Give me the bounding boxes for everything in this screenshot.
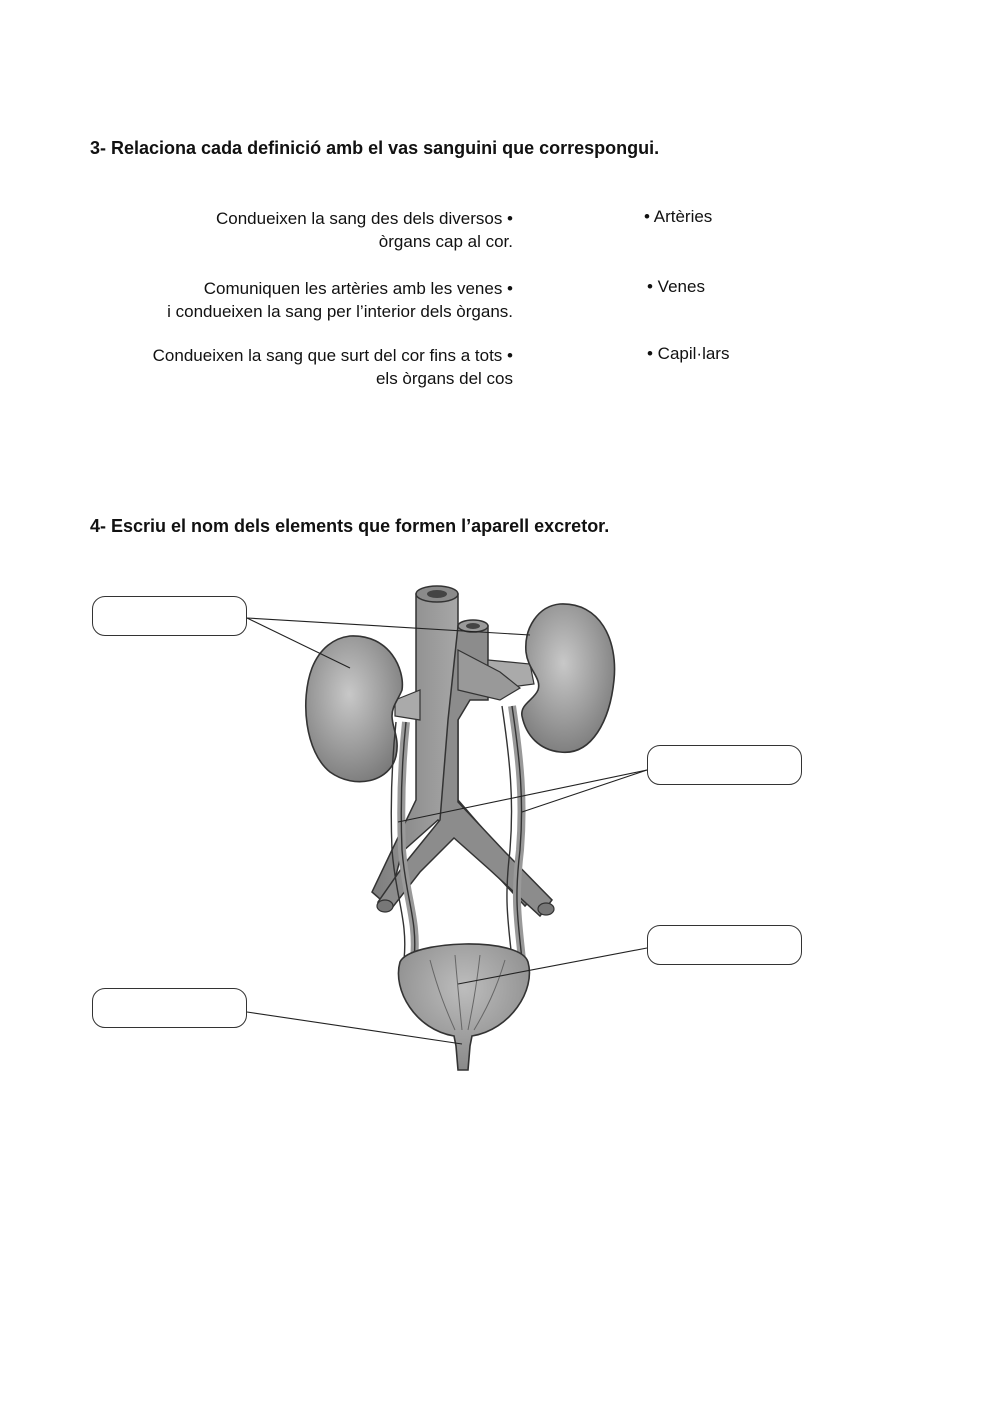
term-capil-lars[interactable]: • Capil·lars — [647, 344, 730, 363]
left-kidney — [306, 636, 403, 782]
definition-2-line2: i condueixen la sang per l’interior dels òrgans. — [167, 302, 513, 321]
question-3-title: 3- Relaciona cada definició amb el vas sanguini que correspongui. — [90, 138, 660, 158]
question-4-title: 4- Escriu el nom dels elements que formen l’aparell excretor. — [90, 516, 610, 536]
definition-2-line1: Comuniquen les artèries amb les venes • — [203, 279, 513, 298]
urethra-input[interactable] — [93, 989, 246, 1027]
answer-box-urethra[interactable] — [92, 988, 247, 1028]
term-venes[interactable]: • Venes — [647, 277, 705, 296]
ureters-input[interactable] — [648, 746, 801, 784]
definition-1-line2: òrgans cap al cor. — [378, 232, 513, 251]
term-arteries[interactable]: • Artèries — [644, 207, 713, 226]
definition-3-line1: Condueixen la sang que surt del cor fins a tots • — [152, 346, 513, 365]
answer-box-bladder[interactable] — [647, 925, 802, 965]
right-kidney — [522, 604, 615, 752]
answer-box-ureters[interactable] — [647, 745, 802, 785]
bladder-input[interactable] — [648, 926, 801, 964]
definition-3-line2: els òrgans del cos — [375, 369, 513, 388]
bladder — [398, 944, 529, 1070]
answer-box-kidneys[interactable] — [92, 596, 247, 636]
kidneys-input[interactable] — [93, 597, 246, 635]
definition-1-line1: Condueixen la sang des dels diversos • — [215, 209, 513, 228]
